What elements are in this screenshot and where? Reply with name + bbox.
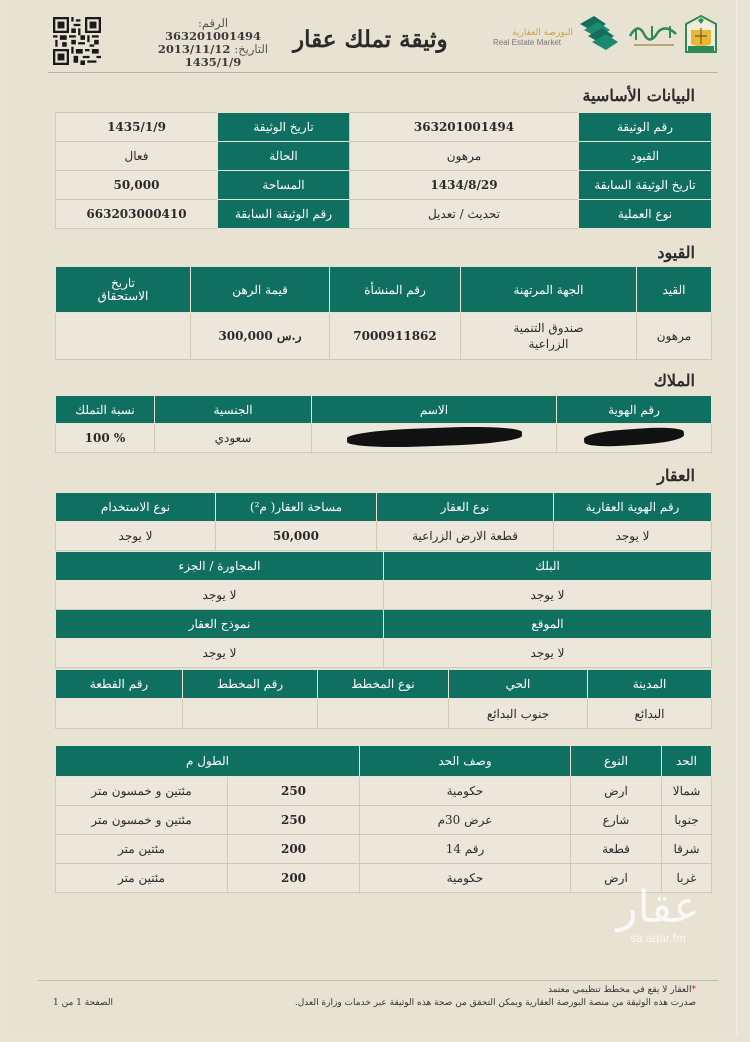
cell-type: قطعة [571,835,662,864]
cell-district: جنوب البدائع [449,699,588,729]
table-row [56,777,712,806]
header-plan-number: رقم المخطط [183,670,318,699]
cell-neighbor: لا يوجد [56,581,384,610]
label-document-date: تاريخ الوثيقة [218,113,350,142]
cell-city: البدائع [588,699,712,729]
header-property-type: نوع العقار [377,493,554,522]
header-mortgage-value: قيمة الرهن [191,267,330,313]
label-operation-type: نوع العملية [579,200,712,229]
cell-type: شارع [571,806,662,835]
table-header-row [56,493,712,522]
header-length: الطول م [56,746,360,777]
document-number: 363201001494 [164,29,262,43]
note-text: العقار لا يقع في مخطط تنظيمي معتمد [547,985,692,995]
cell-description: حكومية [360,864,571,893]
header-ownership-ratio: نسبة التملك [56,396,155,424]
table-row [56,835,712,864]
header-restriction: القيد [637,267,712,313]
page-number: الصفحة 1 من 1 [53,998,113,1008]
cell-side: غربا [662,864,712,893]
aqar-watermark [598,882,718,945]
boundaries-table [55,745,712,893]
label-document-number: رقم الوثيقة [579,113,712,142]
rem-logo-en: Real Estate Market [493,38,562,47]
cell-property-type: قطعة الارض الزراعية [377,522,554,551]
cell-restriction: مرهون [637,313,712,360]
header-property-model: نموذج العقار [56,610,384,639]
value-previous-number: 663203000410 [56,200,218,229]
label-restrictions: القيود [579,142,712,171]
table-row [56,699,712,729]
section-title-property: العقار [657,466,695,485]
cell-property-model: لا يوجد [56,639,384,668]
table-header-row [56,396,712,424]
header-id-number: رقم الهوية [557,396,712,424]
table-row [56,142,712,171]
owners-table [55,395,712,453]
cell-type: ارض [571,864,662,893]
cell-side: جنوبا [662,806,712,835]
cell-type: ارض [571,777,662,806]
cell-length-text: مئتين متر [56,864,228,893]
document-title: وثيقة تملك عقار [293,26,448,53]
block-table [55,551,712,668]
cell-due-date [56,313,191,360]
table-header-row [56,267,712,313]
cell-mortgage-value: ر.س 300,000 [191,313,330,360]
header-due-date: تاريخ الاستحقاق [56,267,191,313]
footer-issued-text: صدرت هذه الوثيقة من منصة البورصة العقارية ويمكن التحقق من صحة هذه الوثيقة عبر خدمات وزارة العدل. [294,998,696,1008]
value-document-date: 1435/1/9 [56,113,218,142]
cell-description: رقم 14 [360,835,571,864]
header-plot-number: رقم القطعة [56,670,183,699]
date-hijri: 1435/1/9 [184,55,242,69]
table-row [56,522,712,551]
table-row [56,424,712,453]
header-usage-type: نوع الاستخدام [56,493,216,522]
ministry-of-justice-wordmark-icon [626,18,682,50]
header-nationality: الجنسية [155,396,312,424]
header-type: النوع [571,746,662,777]
saudi-map-logo-icon [576,14,620,54]
header-establishment-number: رقم المنشأة [330,267,461,313]
cell-length: 250 [228,777,360,806]
cell-length: 200 [228,835,360,864]
header-name: الاسم [312,396,557,424]
cell-length-text: مئتين و خمسون متر [56,777,228,806]
basic-info-table [55,112,712,229]
cell-property-id: لا يوجد [554,522,712,551]
ministry-of-justice-emblem-icon [683,14,719,54]
value-restrictions: مرهون [350,142,579,171]
header-divider [48,72,718,73]
table-header-row [56,670,712,699]
note-star: * [691,985,696,995]
value-document-number: 363201001494 [350,113,579,142]
cell-establishment-number: 7000911862 [330,313,461,360]
footer-divider [38,980,718,981]
table-row [56,806,712,835]
value-status: فعال [56,142,218,171]
cell-block: لا يوجد [384,581,712,610]
restrictions-table [55,266,712,360]
label-previous-number: رقم الوثيقة السابقة [218,200,350,229]
cell-location: لا يوجد [384,639,712,668]
real-estate-market-logo [493,28,573,47]
cell-name-redacted [312,424,557,453]
label-area: المساحة [218,171,350,200]
header-description: وصف الحد [360,746,571,777]
header-neighbor: المجاورة / الجزء [56,552,384,581]
header-district: الحي [449,670,588,699]
cell-plot-number [56,699,183,729]
table-row [56,171,712,200]
date-label: التاريخ: [234,42,269,56]
property-table [55,492,712,551]
header-property-area: مساحة العقار( م²) [216,493,377,522]
header-location: الموقع [384,610,712,639]
table-header-row [56,610,712,639]
cell-description: عرض 30م [360,806,571,835]
cell-length-text: مئتين و خمسون متر [56,806,228,835]
table-header-row [56,552,712,581]
plan-table [55,669,712,729]
cell-length: 200 [228,864,360,893]
cell-id-number-redacted [557,424,712,453]
value-previous-date: 1434/8/29 [350,171,579,200]
section-title-basic-info: البيانات الأساسية [582,86,695,105]
header-block: البلك [384,552,712,581]
watermark-text: عقار [616,882,700,933]
table-header-row [56,746,712,777]
cell-length: 250 [228,806,360,835]
table-row [56,639,712,668]
table-row [56,581,712,610]
date-gregorian: 2013/11/12 [157,42,231,56]
section-title-owners: الملاك [653,371,695,390]
table-row [56,313,712,360]
header-plan-type: نوع المخطط [318,670,449,699]
watermark-url: sa.aqar.fm [629,931,687,945]
table-row [56,200,712,229]
cell-description: حكومية [360,777,571,806]
cell-side: شرقا [662,835,712,864]
footer-note [548,985,696,995]
label-status: الحالة [218,142,350,171]
cell-property-area: 50,000 [216,522,377,551]
cell-plan-type [318,699,449,729]
header-city: المدينة [588,670,712,699]
section-title-restrictions: القيود [657,243,695,262]
cell-side: شمالا [662,777,712,806]
cell-ownership-ratio: % 100 [56,424,155,453]
document-meta [148,17,278,69]
label-previous-date: تاريخ الوثيقة السابقة [579,171,712,200]
cell-plan-number [183,699,318,729]
document-page [8,0,737,1036]
header-boundary: الحد [662,746,712,777]
rem-logo-ar: البورصة العقارية [512,28,573,38]
number-label: الرقم: [197,16,229,30]
header-property-id: رقم الهوية العقارية [554,493,712,522]
cell-nationality: سعودي [155,424,312,453]
cell-length-text: مئتين متر [56,835,228,864]
cell-usage-type: لا يوجد [56,522,216,551]
qr-code-icon [53,17,101,65]
table-row [56,113,712,142]
value-operation-type: تحديث / تعديل [350,200,579,229]
header-mortgagee: الجهة المرتهنة [461,267,637,313]
cell-mortgagee: صندوق التنمية الزراعية [461,313,637,360]
value-area: 50,000 [56,171,218,200]
